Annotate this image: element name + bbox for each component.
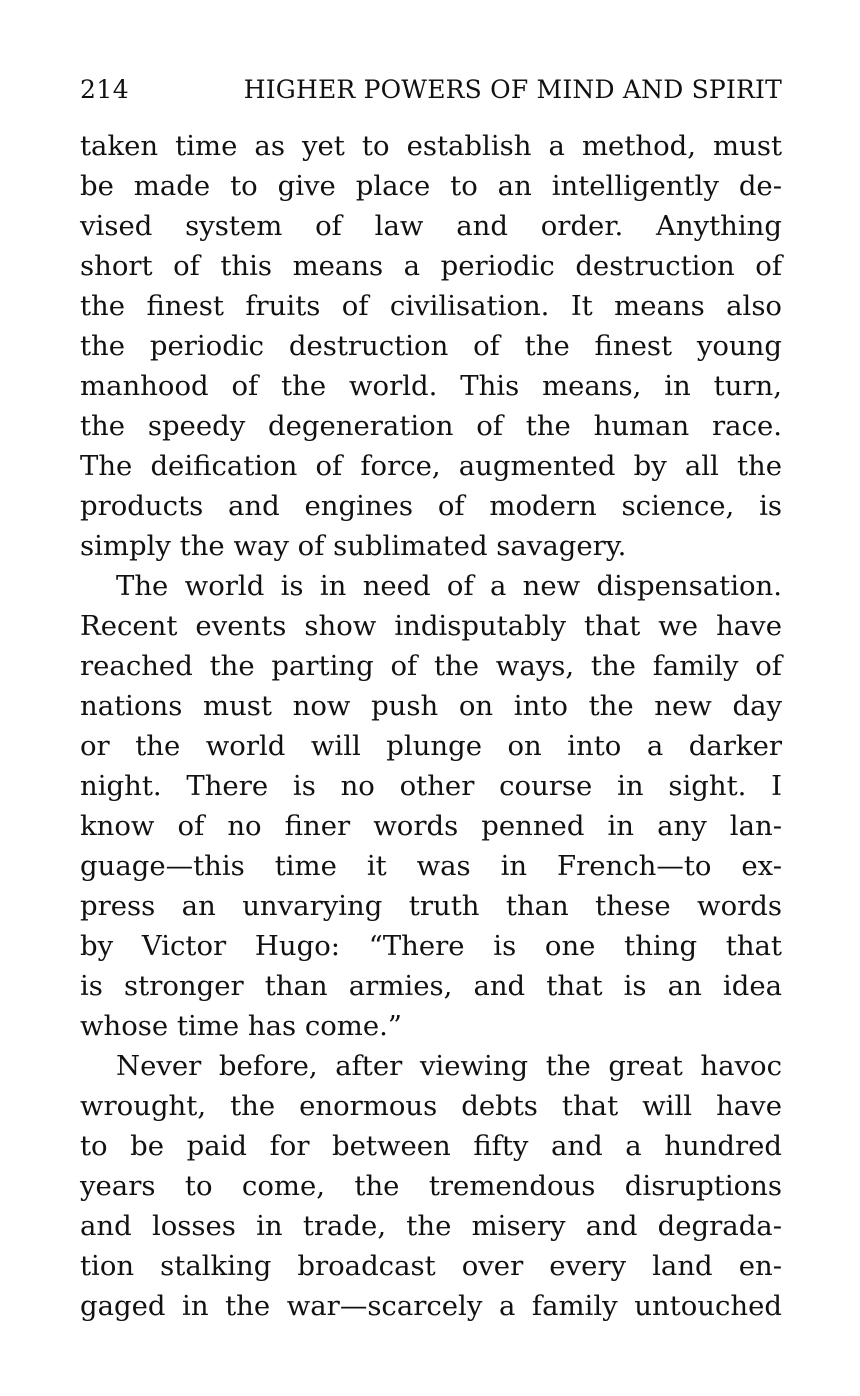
text-line: taken time as yet to establish a method, must — [80, 130, 782, 162]
text-line: guage—this time it was in French—to ex- — [80, 850, 782, 882]
text-line: vised system of law and order. Anything — [80, 210, 782, 242]
text-line: the speedy degeneration of the human race. — [80, 410, 782, 442]
text-line: the periodic destruction of the finest young — [80, 330, 782, 362]
paragraph-2 — [80, 566, 782, 1046]
text-line: press an unvarying truth than these words — [80, 890, 782, 922]
text-line: years to come, the tremendous disruptions — [80, 1170, 782, 1202]
text-line: short of this means a periodic destruction of — [80, 250, 782, 282]
text-line: and losses in trade, the misery and degrada- — [80, 1210, 782, 1242]
text-line: or the world will plunge on into a darker — [80, 730, 782, 762]
text-line: be made to give place to an intelligently de- — [80, 170, 782, 202]
text-line: simply the way of sublimated savagery. — [80, 530, 627, 562]
text-line: Never before, after viewing the great havoc — [116, 1050, 782, 1082]
text-line: Recent events show indisputably that we have — [80, 610, 782, 642]
text-line: wrought, the enormous debts that will have — [80, 1090, 782, 1122]
text-line: by Victor Hugo: “There is one thing that — [80, 930, 782, 962]
paragraph-1 — [80, 126, 782, 566]
page-number: 214 — [80, 75, 130, 104]
text-line: is stronger than armies, and that is an idea — [80, 970, 782, 1002]
text-line: night. There is no other course in sight. I — [80, 770, 782, 802]
running-title: HIGHER POWERS OF MIND AND SPIRIT — [243, 75, 782, 104]
text-line: to be paid for between fifty and a hundred — [80, 1130, 782, 1162]
text-line: tion stalking broadcast over every land en- — [80, 1250, 782, 1282]
text-line: gaged in the war—scarcely a family untouched — [80, 1290, 782, 1322]
running-head — [80, 70, 782, 110]
paragraph-3 — [80, 1046, 782, 1326]
text-line: know of no finer words penned in any lan- — [80, 810, 782, 842]
text-line: manhood of the world. This means, in turn, — [80, 370, 782, 402]
text-line: nations must now push on into the new day — [80, 690, 782, 722]
text-line: the finest fruits of civilisation. It means also — [80, 290, 782, 322]
text-line: The world is in need of a new dispensation. — [116, 570, 782, 602]
text-line: products and engines of modern science, is — [80, 490, 782, 522]
text-line: The deification of force, augmented by all the — [80, 450, 782, 482]
text-line: whose time has come.” — [80, 1010, 402, 1042]
book-page — [80, 70, 782, 1326]
text-line: reached the parting of the ways, the family of — [80, 650, 782, 682]
